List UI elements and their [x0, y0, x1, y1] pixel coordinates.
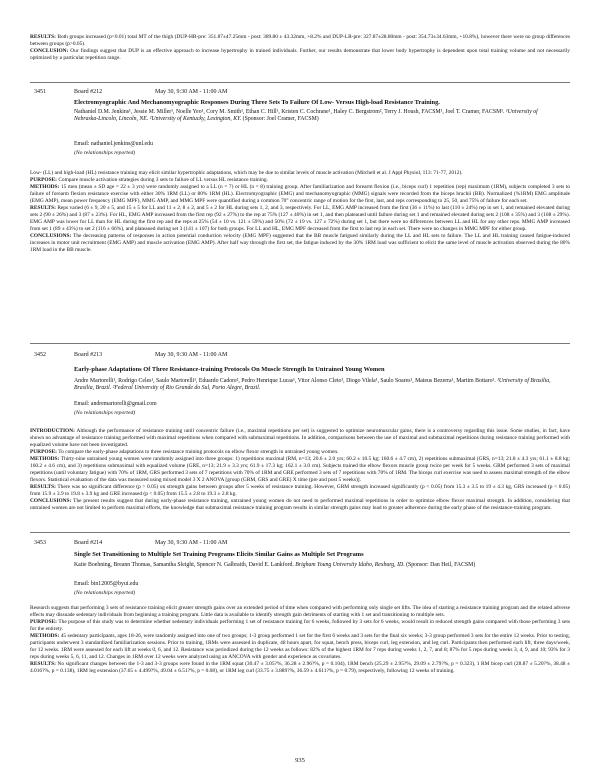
abstract-number: 3451 [34, 89, 46, 95]
continued-conclusion: CONCLUSION: Our findings suggest that DUP is an effective approach to increase hypertrophy in trained individuals. Further, our results demonstrate that lower body hypertrophy is dependent upon total training volume and not necessarily optimized by a particular repetition range. [30, 48, 570, 61]
abstract-paragraph: RESULTS: Reps varied (6 ± 9, 20 ± 5, and 15 ± 5 for LL and 11 ± 2, 8 ± 2, and 5 ± 2 for HL during sets 1, 2, and 3, respectively. For LL, EMG AMP increased from the first (36 ± 11%) to last (110 ± 24%) rep in set 1, and remained elevated during sets 2 (90 ± 26%) and 3 (87 ± 23%). For HL, EMG AMP increased from the first rep (92 ± 27%) to the rep at 75% (127 ± 40%) in set 1, and then plateaued until failure during set 1 and remained elevated during sets 2 (108 ± 35%) and 3 (108 ± 29%). EMG AMP was lower for LL than for HL during the first rep and the reps at 25% (54 ± 10 vs. 121 ± 59%) and 50% (72 ± 19 vs. 127 ± 72%) during set 1, but there were no differences between LL and HL for any other reps. MMG AMP increased from set 1 (89 ± 43%) to set 2 (116 ± 66%), and plateaued during set 3 (141 ± 107) for both groups. For LL and HL, EMG MPF decreased from the first to last rep in each set. There were no changes in MMG MPF for either group. [30, 205, 570, 232]
abstract-paragraph: PURPOSE: The purpose of this study was to determine whether sedentary individuals performing 1 set of resistance training for 6 weeks, followed by 3 sets for 6 weeks, would result in reduced strength gains compared with those performing 3 sets for the entirety. [30, 619, 570, 632]
abstract-paragraph: INTRODUCTION: Although the performance of resistance training until concentric failure (i.e., maximal repetitions per set) is suggested to optimize neuromuscular gains, there is a controversy regarding this issue. Some studies, in fact, have shown no advantage of resistance training performed with maximal repetitions when compared with submaximal repetitions. In addition, comparisons between the use of maximal and submaximal repetitions during resistance training performed with equalized volume have not been investigated. [30, 428, 570, 448]
relationships-note: (No relationships reported) [74, 150, 136, 156]
session-time: May 30, 9:30 AM - 11:00 AM [155, 540, 228, 546]
abstract-body [30, 428, 570, 512]
section-divider [30, 343, 570, 344]
abstract-paragraph: METHODS: 15 men (mean ± SD age = 22 ± 3 yrs) were randomly assigned to a LL (n = 7) or HL (n = 8) training group. After familiarization and forearm flexion (i.e., biceps curl) 1 repetition (rep) maximum (1RM), subjects completed 3 sets to failure of forearm flexion resistance exercise with either 30% 1RM (LL) or 80% 1RM (HL). Electromyographic (EMG) and mechanomyographic (MMG) signals were recorded from the biceps brachii (BB). Normalized (%1RM) EMG amplitude (EMG AMP), mean power frequency (EMG MPF), MMG AMP, and MMG MPF were quantified during a common 70° concentric range of motion for the first, last, and reps corresponding to 25, 50, and 75% of failure for each set. [30, 184, 570, 204]
board-number: Board #212 [74, 89, 103, 95]
author-email: Email: bin12005@byui.edu [74, 581, 139, 587]
abstract-paragraph: CONCLUSIONS: The decreasing patterns of responses in action potential conduction velocity (EMG MPF) suggested that the BB muscle fatigued similarly during the LL and HL sets to failure. The LL and HL training caused fatigue-induced increases in motor unit recruitment (EMG AMP) and muscle activation (EMG AMP). After half way through the first set, the fatigue induced by the 30% 1RM load was sufficient to elicit the same level of muscle activation observed during the 80% 1RM load in the BB muscle. [30, 233, 570, 253]
relationships-note: (No relationships reported) [74, 410, 136, 416]
abstract-authors: Nathaniel D.M. Jenkins¹, Jessie M. Miller¹, Noelle Yeo¹, Cory M. Smith¹, Ethan C. Hill¹, Kristen C. Cochrane¹, Haley C. Bergstrom², Terry J. Housh, FACSM¹, Joel T. Cramer, FACSM¹. ¹University of Nebraska-Lincoln, Lincoln, NE. ²University of Kentucky, Lexington, KY. (Sponsor: Joel Cramer, FACSM) [74, 109, 538, 123]
abstract-paragraph: Low- (LL) and high-load (HL) resistance training may elicit similar hypertrophic adaptations, which may be due to similar levels of muscle activation (Mitchell et al. J Appl Physiol, 113: 71-77, 2012). [30, 170, 463, 176]
section-divider [30, 532, 570, 533]
abstract-paragraph: RESULTS: There was no significant difference (p > 0.05) on strength gains between groups after 5 weeks of resistance training. However, GRM strength increased significantly (p < 0.05) from 15.3 ± 3.5 to 19 ± 4.3 kg, GRS increased (p < 0.05) from 15.9 ± 3.9 to 19.8 ± 3.9 kg and GRE increased (p < 0.05) from 15.5 ± 2.8 to 19.3 ± 2.8 kg. [30, 484, 570, 497]
abstract-header [30, 89, 570, 99]
author-email: Email: nathaniel.jenkins@unl.edu [74, 141, 153, 147]
abstract-paragraph: CONCLUSIONS: The present results suggest that during early-phase resistance training, untrained young women do not need to performed maximal repetitions in order to optimize elbow flexor maximal strength. In addition, considering that untrained women are not limited to perform maximal efforts, the knowledge that submaximal resistance training program results in similar strength gains may lead to greater adherence during the early phase of the resistance-training program. [30, 498, 570, 511]
abstract-authors: Andre Martorelli¹, Rodrigo Celes¹, Saulo Martorelli¹, Eduardo Cadore², Pedro Henrique Lucas¹, Vitor Alonso Cleto¹, Diogo Vilela¹, Saulo Soares¹, Mateus Bezerra¹, Martim Bottaro¹. ¹University of Brasilia, Brasilia, Brazil. ²Federal University of Rio Grande do Sul, Porto Alegre, Brazil. [74, 378, 551, 392]
abstract-header [30, 540, 570, 550]
session-time: May 30, 9:30 AM - 11:00 AM [155, 89, 228, 95]
abstract-paragraph: PURPOSE: Compare muscle activation strategies during 3 sets to failure of LL versus HL resistance training. [30, 177, 268, 183]
abstract-body [30, 170, 570, 254]
continued-results: RESULTS: Both groups increased (p<0.01) total MT of the thigh (DUP-HR-pre: 351.87±47.25mm - post: 389.80 ± 43.32mm, +8.2% and DUP-LR-pre: 327.87±28.80mm - post: 354.73±34.63mm, +10.8%), however there were no group differences between groups (p>0.05). [30, 34, 570, 47]
abstract-title: Early-phase Adaptations Of Three Resistance-training Protocols On Muscle Strength In Untrained Young Women [74, 366, 385, 373]
author-email: Email: andremartorelli@gmail.com [74, 401, 157, 407]
relationships-note: (No relationships reported) [74, 590, 136, 596]
abstract-paragraph: METHODS: 45 sedentary participants, ages 18-26, were randomly assigned into one of two groups; 1-3 group performed 1 set for the first 6 weeks and 3 sets for the final six weeks; 3-3 group performed 3 sets for the entire 12 weeks. Prior to testing, participants underwent 3 standardized familiarization sessions. Prior to training, 1RMs were assessed in duplicate, 48 hours apart, for squat, bench press, biceps curl, leg extension, and leg curl. Participants then performed each lift, three days/week, for 12 weeks. 1RM were assessed for each lift at weeks 0, 6, and 12. Resistance was periodized during the 12 weeks as follows: 82% of the highest 1RM for 7 reps during weeks 1, 2, 7, and 8; 87% for 5 reps during weeks 3, 4, 9, and 10; 93% for 3 reps during weeks 5, 6, 11, and 12. Changes in 1RM over 12 weeks were analyzed using an ANCOVA with gender and experience as covariates. [30, 633, 570, 660]
abstract-title: Single Set Transitioning to Multiple Set Training Programs Elicits Similar Gains as Multiple Set Programs [74, 551, 364, 558]
abstract-paragraph: PURPOSE: To compare the early-phase adaptations to three resistance training protocols on elbow flexor strength in untrained young women. [30, 449, 339, 455]
page-number: 935 [295, 757, 305, 764]
abstract-number: 3453 [34, 540, 46, 546]
board-number: Board #213 [74, 352, 103, 358]
continued-abstract-block [30, 34, 570, 62]
abstract-authors: Katie Boehning, Breann Thomas, Samantha Sleight, Spencer N. Galbraith, David E. Lankford. Brigham Young University Idaho, Rexburg, ID. (Sponsor: Dan Heil, FACSM) [74, 562, 476, 568]
section-divider [30, 82, 570, 83]
abstract-paragraph: Research suggests that performing 3 sets of resistance training elicit greater strength gains over an extended period of time when compared with performing only single set lifts. The idea of starting a resistance training program and the related adverse effects may dissuade sedentary individuals from beginning a training program. Little data is available to identify strength gain detriments of starting with 1 set and transitioning to multiple sets. [30, 605, 570, 618]
abstract-header [30, 352, 570, 362]
abstract-title: Electromyographic And Mechanomyographic Responses During Three Sets To Failure Of Low- Versus High-load Resistance Training. [74, 99, 440, 106]
abstract-body [30, 605, 570, 675]
abstract-number: 3452 [34, 352, 46, 358]
session-time: May 30, 9:30 AM - 11:00 AM [155, 352, 228, 358]
abstract-paragraph: RESULTS: No significant changes between the 1-3 and 3-3 groups were found in the 1RM squat (30.47 ± 3.05?%, 36.28 ± 2.96?%, p = 0.104), 1RM bench (25.29 ± 2.95?%, 29.09 ± 2.79?%, p = 0.323), 1 RM bicep curl (28.87 ± 5.20?%, 38.48 ± 4.016?%, p = 0.138), 1RM leg extension (37.65 ± 4.499?%, 49.04 ± 6.51?%, p = 0.08), or 1RM leg curl (33.75 ± 3.889?%, 36.59 ± 4.611?%, p = 0.79), respectively, following 12 weeks of training. [30, 661, 570, 674]
board-number: Board #214 [74, 540, 103, 546]
abstract-paragraph: METHODS: Thirty-nine untrained young women were randomly assigned into three groups: 1) repetitions maximal (RM, n=13; 20.6 ± 2.0 yrs; 60.2 ± 10.5 kg; 160.6 ± 4.7 cm), 2) repetitions submaximal (GRS, n=13; 21.8 ± 4.3 yrs; 61.1 ± 8.8 kg; 160.2 ± 4.6 cm), and 3) repetitions submaximal with equalized volume (GRE, n=13; 21.9 ± 3.3 yrs; 61.9 ± 17.3 kg; 162.1 ± 3.0 cm). Subjects trained the elbow flexors muscle group twice per week for 5 weeks. GRM performed 3 sets of maximal repetitions (until voluntary fatigue) with 70% of 1RM, GRS performed 3 sets of 7 repetitions with 70% of 1RM and GRE performed 3 sets of 7 repetitions with 70% of 1RM. The biceps curl exercise was used to assess maximal strength of the elbow flexors. Statistical evaluation of the data was measured using mixed model 3 X 2 ANOVA [group (GRM, GRS and GRE) X time (pre and post 5 weeks)]. [30, 456, 570, 483]
